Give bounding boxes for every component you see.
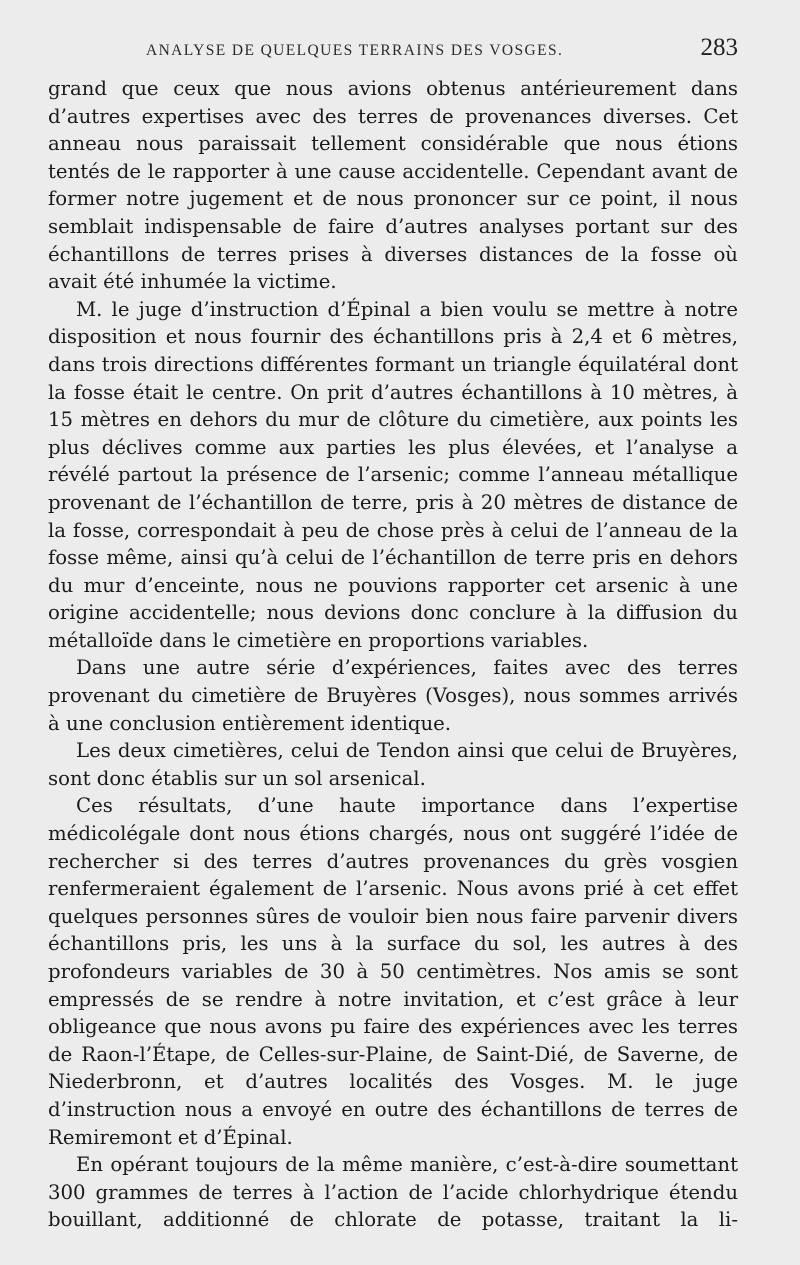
paragraph-3: Dans une autre série d’expériences, faites avec des terres provenant du cimetière de Bruyères (Vosges), nous sommes arrivés à une conclusion entièrement identique. [48, 656, 738, 735]
page-number: 283 [700, 34, 738, 61]
running-head: ANALYSE DE QUELQUES TERRAINS DES VOSGES. [146, 42, 564, 59]
paragraph-1: grand que ceux que nous avions obtenus antérieurement dans d’autres expertises avec des terres de provenances diverses. Cet anneau nous paraissait tellement considérable que nous étions tentés de le rapporter à une cause accidentelle. Cependant avant de former notre jugement et de nous prononcer sur ce point, il nous semblait indispensable de faire d’autres analyses portant sur des échantillons de terres prises à diverses distances de la fosse où avait été inhumée la victime. [48, 77, 738, 294]
paragraph-5: Ces résultats, d’une haute importance dans l’expertise médicolégale dont nous étions chargés, nous ont suggéré l’idée de rechercher si des terres d’autres provenances du grès vosgien renfermeraient également de l’arsenic. Nous avons prié à cet effet quelques personnes sûres de vouloir bien nous faire parvenir divers échantillons pris, les uns à la surface du sol, les autres à des profondeurs variables de 30 à 50 centimètres. Nos amis se sont empressés de se rendre à notre invitation, et c’est grâce à leur obligeance que nous avons pu faire des expériences avec les terres de Raon-l’Étape, de Celles-sur-Plaine, de Saint-Dié, de Saverne, de Niederbronn, et d’autres localités des Vosges. M. le juge d’instruction nous a envoyé en outre des échantillons de terres de Remiremont et d’Épinal. [48, 794, 738, 1149]
body-text [48, 75, 738, 1234]
paragraph-4: Les deux cimetières, celui de Tendon ainsi que celui de Bruyères, sont donc établis sur un sol arsenical. [48, 739, 738, 790]
paragraph-6: En opérant toujours de la même manière, c’est-à-dire soumettant 300 grammes de terres à l’action de l’acide chlorhydrique étendu bouillant, additionné de chlorate de potasse, traitant la li- [48, 1153, 738, 1232]
page-header [48, 34, 738, 66]
paragraph-2: M. le juge d’instruction d’Épinal a bien voulu se mettre à notre disposition et nous fournir des échantillons pris à 2,4 et 6 mètres, dans trois directions différentes formant un triangle équilatéral dont la fosse était le centre. On prit d’autres échantillons à 10 mètres, à 15 mètres en dehors du mur de clôture du cimetière, aux points les plus déclives comme aux parties les plus élevées, et l’analyse a révélé partout la présence de l’arsenic; comme l’anneau métallique provenant de l’échantillon de terre, pris à 20 mètres de distance de la fosse, correspondait à peu de chose près à celui de l’anneau de la fosse même, ainsi qu’à celui de l’échantillon de terre pris en dehors du mur d’enceinte, nous ne pouvions rapporter cet arsenic à une origine accidentelle; nous devions donc conclure à la diffusion du métalloïde dans le cimetière en proportions variables. [48, 297, 738, 652]
